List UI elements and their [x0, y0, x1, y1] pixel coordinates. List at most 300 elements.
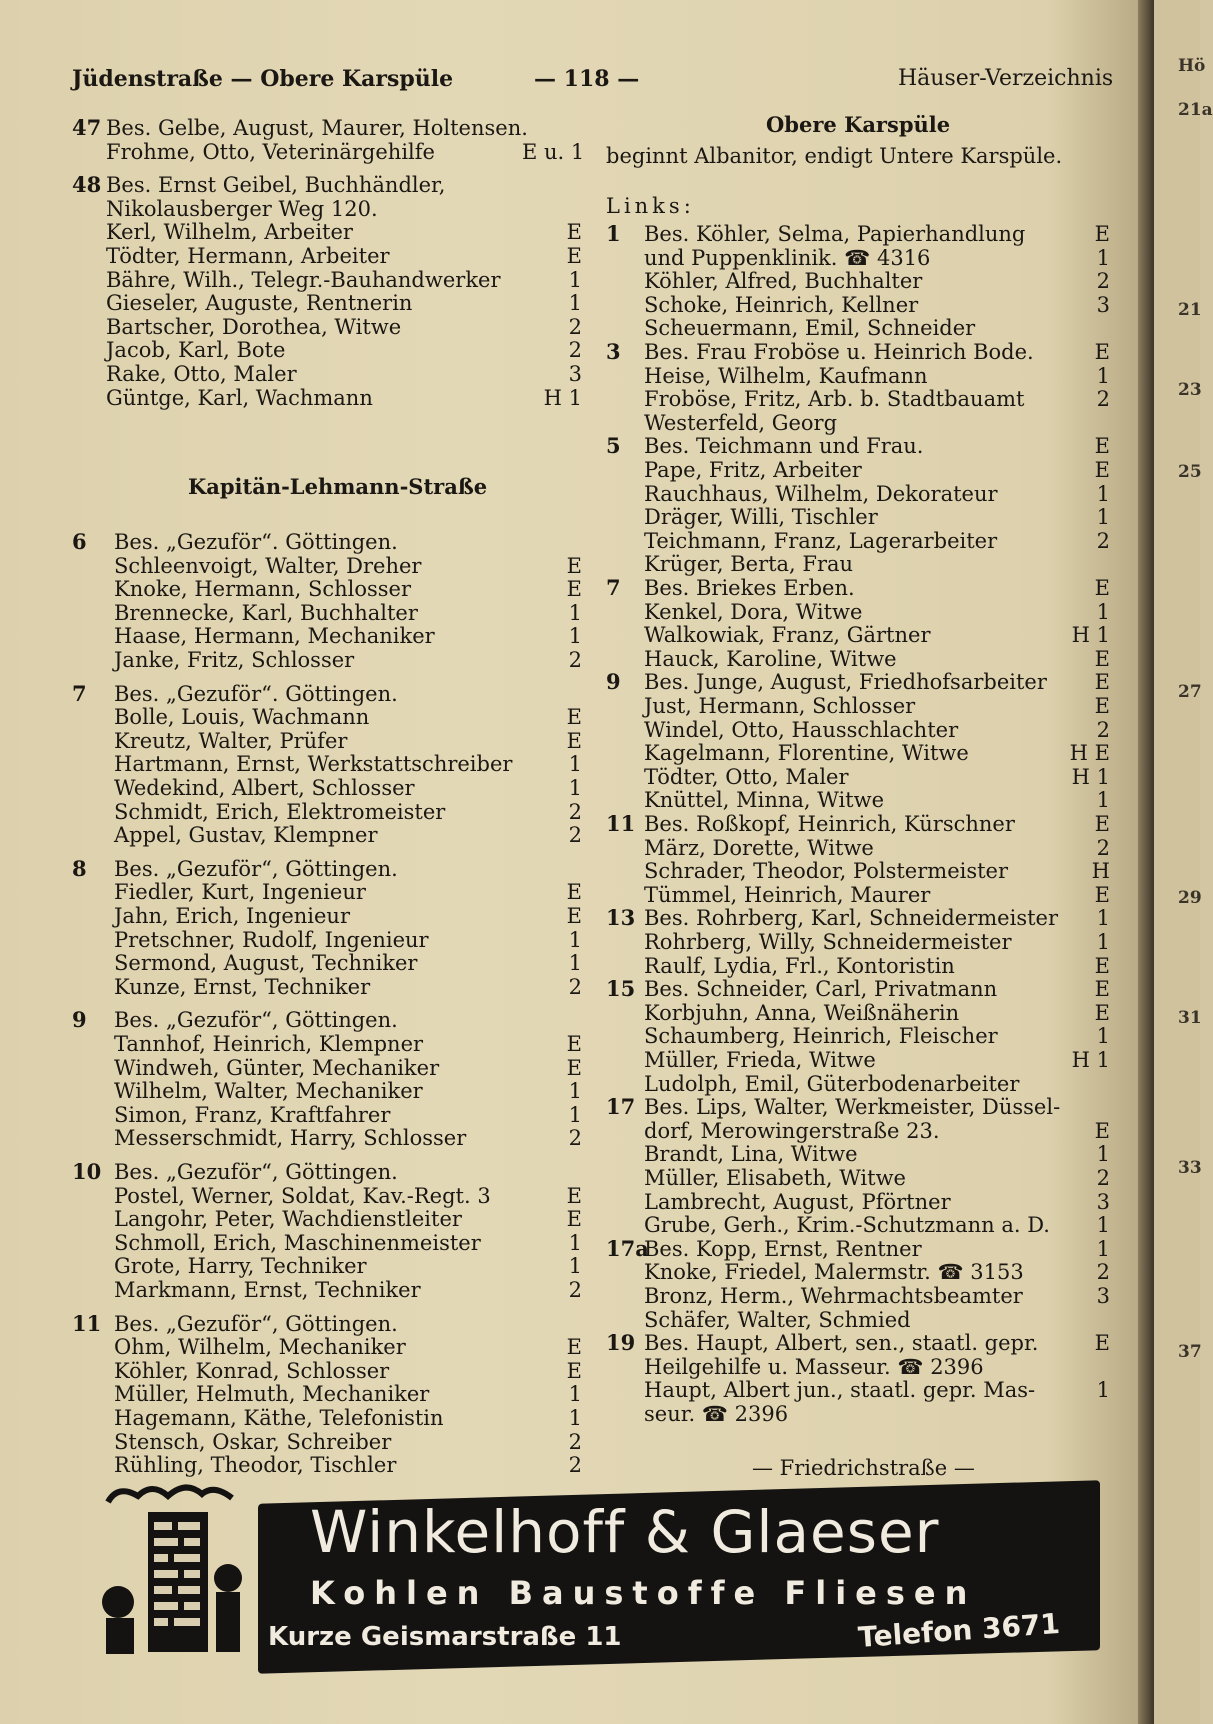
- table-row: [606, 718, 1126, 742]
- floor-mark: 1: [1096, 599, 1110, 624]
- table-row: [606, 1331, 1126, 1355]
- table-row: [72, 682, 592, 706]
- floor-mark: E: [1094, 812, 1110, 836]
- floor-mark: E: [566, 1032, 582, 1056]
- house-number: 11: [606, 811, 636, 836]
- table-row: [606, 1284, 1126, 1308]
- floor-mark: 2: [1096, 528, 1110, 553]
- table-row: [606, 1260, 1126, 1284]
- table-row: [606, 411, 1126, 435]
- resident-text: Langohr, Peter, Wachdienstleiter: [114, 1207, 462, 1232]
- resident-text: Rühling, Theodor, Tischler: [114, 1453, 397, 1478]
- table-row: [606, 741, 1126, 765]
- resident-text: Windweh, Günter, Mechaniker: [114, 1055, 440, 1080]
- resident-text: Schoke, Heinrich, Kellner: [644, 292, 919, 317]
- table-row: [606, 458, 1126, 482]
- resident-text: Westerfeld, Georg: [644, 410, 838, 435]
- table-row: [606, 316, 1126, 340]
- floor-mark: E: [566, 705, 582, 730]
- floor-mark: E u. 1: [522, 139, 585, 164]
- resident-text: Schäfer, Walter, Schmied: [644, 1307, 911, 1332]
- table-row: [72, 1056, 592, 1080]
- floor-mark: E: [566, 1183, 582, 1208]
- floor-mark: 3: [1096, 1284, 1110, 1308]
- floor-mark: 1: [568, 267, 582, 292]
- table-row: [606, 765, 1126, 789]
- table-row: [72, 1278, 592, 1302]
- resident-text: Janke, Fritz, Schlosser: [114, 648, 355, 672]
- resident-text: Köhler, Konrad, Schlosser: [114, 1358, 390, 1383]
- floor-mark: 1: [1096, 930, 1110, 954]
- resident-text: Knüttel, Minna, Witwe: [644, 788, 885, 813]
- resident-text: Brandt, Lina, Witwe: [644, 1142, 858, 1167]
- resident-text: Bes. Köhler, Selma, Papierhandlung: [644, 222, 1026, 246]
- floor-mark: 2: [568, 799, 582, 824]
- table-row: [606, 1001, 1126, 1025]
- resident-text: Kagelmann, Florentine, Witwe: [644, 741, 969, 766]
- floor-mark: 1: [1096, 906, 1110, 931]
- resident-text: Bes. „Gezuför“, Göttingen.: [114, 856, 398, 881]
- resident-text: Haase, Hermann, Mechaniker: [114, 624, 435, 649]
- table-row: [72, 386, 592, 410]
- resident-text: Schmidt, Erich, Elektromeister: [114, 799, 446, 824]
- margin-number: 25: [1178, 462, 1202, 482]
- floor-mark: 1: [568, 927, 582, 952]
- resident-text: Bes. Kopp, Ernst, Rentner: [644, 1236, 922, 1261]
- floor-mark: E: [566, 577, 582, 602]
- resident-text: Lambrecht, August, Pförtner: [644, 1189, 951, 1214]
- resident-text: Bes. Frau Froböse u. Heinrich Bode.: [644, 340, 1034, 364]
- resident-text: Brennecke, Karl, Buchhalter: [114, 600, 418, 625]
- floor-mark: 1: [568, 776, 582, 800]
- table-row: [72, 362, 592, 386]
- floor-mark: E: [1094, 434, 1110, 459]
- floor-mark: 1: [568, 1102, 582, 1127]
- floor-mark: E: [566, 1055, 582, 1080]
- floor-mark: 3: [1096, 1189, 1110, 1214]
- resident-text: Tannhof, Heinrich, Klempner: [114, 1032, 424, 1056]
- resident-text: Wedekind, Albert, Schlosser: [114, 776, 415, 800]
- table-row: [72, 752, 592, 776]
- table-row: [606, 340, 1126, 364]
- house-number: 9: [72, 1007, 87, 1033]
- resident-text: Bes. Roßkopf, Heinrich, Kürschner: [644, 812, 1015, 836]
- resident-text: Simon, Franz, Kraftfahrer: [114, 1102, 391, 1127]
- resident-text: Raulf, Lydia, Frl., Kontoristin: [644, 953, 955, 978]
- resident-text: dorf, Merowingerstraße 23.: [644, 1118, 940, 1143]
- resident-text: Walkowiak, Franz, Gärtner: [644, 623, 931, 648]
- house-number: 15: [606, 976, 636, 1002]
- floor-mark: 2: [1096, 835, 1110, 860]
- table-row: [72, 1231, 592, 1255]
- floor-mark: E: [1094, 340, 1110, 364]
- table-row: [72, 776, 592, 800]
- resident-text: Dräger, Willi, Tischler: [644, 505, 878, 530]
- floor-mark: H: [1091, 859, 1110, 884]
- floor-mark: 2: [568, 823, 582, 848]
- table-row: [72, 624, 592, 648]
- resident-text: Müller, Elisabeth, Witwe: [644, 1166, 906, 1190]
- next-page-edge: [1154, 0, 1213, 1724]
- resident-text: Bes. Briekes Erben.: [644, 576, 855, 600]
- table-row: [72, 1382, 592, 1406]
- floor-mark: E: [566, 553, 582, 578]
- resident-text: Frohme, Otto, Veterinärgehilfe: [106, 139, 435, 164]
- header-left: Jüdenstraße — Obere Karspüle: [72, 66, 454, 92]
- floor-mark: H 1: [1071, 764, 1110, 789]
- resident-text: Schaumberg, Heinrich, Fleischer: [644, 1024, 998, 1049]
- resident-text: Bes. „Gezuför“. Göttingen.: [114, 530, 398, 554]
- house-number: 3: [606, 339, 621, 364]
- table-row: [606, 529, 1126, 553]
- book-gutter: [1138, 0, 1154, 1724]
- resident-text: Bartscher, Dorothea, Witwe: [106, 314, 402, 339]
- floor-mark: E: [1094, 977, 1110, 1002]
- resident-text: Müller, Frieda, Witwe: [644, 1048, 876, 1072]
- resident-text: Bes. Junge, August, Friedhofsarbeiter: [644, 670, 1047, 695]
- floor-mark: 2: [568, 1453, 582, 1478]
- floor-mark: 1: [568, 1382, 582, 1407]
- resident-text: Heise, Wilhelm, Kaufmann: [644, 363, 928, 388]
- resident-text: Heilgehilfe u. Masseur. ☎ 2396: [644, 1354, 984, 1379]
- right-column: [606, 0, 1110, 1480]
- house-number: 7: [72, 680, 87, 706]
- table-row: [606, 1355, 1126, 1379]
- floor-mark: H 1: [543, 385, 582, 410]
- resident-text: Rohrberg, Willy, Schneidermeister: [644, 930, 1012, 954]
- table-row: [606, 977, 1126, 1001]
- ad-products: Kohlen Baustoffe Fliesen: [310, 1574, 977, 1612]
- table-row: [72, 1359, 592, 1383]
- floor-mark: 1: [1096, 1236, 1110, 1261]
- floor-mark: 1: [1096, 505, 1110, 530]
- table-row: [72, 1032, 592, 1056]
- resident-text: Schrader, Theodor, Polstermeister: [644, 859, 1009, 884]
- table-row: [72, 1079, 592, 1103]
- table-row: [606, 1024, 1126, 1048]
- floor-mark: 1: [568, 752, 582, 777]
- resident-text: Krüger, Berta, Frau: [644, 552, 854, 577]
- floor-mark: 3: [568, 362, 582, 386]
- resident-text: Bes. „Gezuför“, Göttingen.: [114, 1311, 398, 1336]
- floor-mark: 2: [568, 1429, 582, 1454]
- floor-mark: 1: [1096, 1213, 1110, 1238]
- table-row: [72, 705, 592, 729]
- resident-text: Schleenvoigt, Walter, Dreher: [114, 553, 422, 578]
- resident-text: Bes. Lips, Walter, Werkmeister, Düssel-: [644, 1095, 1061, 1120]
- table-row: [72, 1160, 592, 1184]
- floor-mark: 1: [1096, 1378, 1110, 1403]
- margin-number: 21: [1178, 300, 1202, 320]
- table-row: [72, 530, 592, 554]
- floor-mark: 2: [568, 338, 582, 363]
- table-row: [72, 220, 592, 244]
- ad-company: Winkelhoff & Glaeser: [310, 1498, 940, 1566]
- resident-text: Pretschner, Rudolf, Ingenieur: [114, 927, 429, 952]
- resident-text: Knoke, Friedel, Malermstr. ☎ 3153: [644, 1260, 1024, 1285]
- house-number: 48: [72, 172, 102, 198]
- resident-text: Markmann, Ernst, Techniker: [114, 1278, 421, 1302]
- house-number: 17a: [606, 1235, 649, 1261]
- resident-text: Bes. „Gezuför“. Göttingen.: [114, 681, 398, 706]
- resident-text: Froböse, Fritz, Arb. b. Stadtbauamt: [644, 387, 1025, 412]
- table-row: [606, 788, 1126, 812]
- floor-mark: E: [1094, 458, 1110, 482]
- table-row: [72, 1184, 592, 1208]
- resident-text: Haupt, Albert jun., staatl. gepr. Mas-: [644, 1378, 1036, 1403]
- floor-mark: H 1: [1071, 623, 1110, 648]
- floor-mark: 1: [1096, 1142, 1110, 1167]
- floor-mark: E: [1094, 1118, 1110, 1143]
- table-row: [72, 338, 592, 362]
- table-row: [72, 975, 592, 999]
- table-row: [606, 293, 1126, 317]
- resident-text: Korbjuhn, Anna, Weißnäherin: [644, 1000, 960, 1025]
- resident-text: Tümmel, Heinrich, Maurer: [644, 882, 931, 907]
- resident-text: Hauck, Karoline, Witwe: [644, 646, 897, 671]
- resident-text: März, Dorette, Witwe: [644, 835, 874, 860]
- resident-text: Tödter, Otto, Maler: [644, 764, 849, 789]
- margin-number: Hö: [1178, 56, 1206, 76]
- resident-text: Hartmann, Ernst, Werkstattschreiber: [114, 752, 513, 777]
- house-number: 47: [72, 115, 102, 140]
- resident-text: Schmoll, Erich, Maschinenmeister: [114, 1230, 481, 1255]
- floor-mark: H E: [1069, 741, 1110, 766]
- table-row: [72, 1008, 592, 1032]
- floor-mark: 1: [1096, 363, 1110, 388]
- table-row: [606, 387, 1126, 411]
- house-number: 5: [606, 433, 621, 459]
- resident-text: und Puppenklinik. ☎ 4316: [644, 245, 931, 270]
- resident-text: Messerschmidt, Harry, Schlosser: [114, 1126, 467, 1151]
- resident-text: Bes. Teichmann und Frau.: [644, 434, 924, 459]
- table-row: [606, 836, 1126, 860]
- margin-number: 27: [1178, 682, 1202, 702]
- floor-mark: E: [1094, 953, 1110, 978]
- floor-mark: 1: [568, 1230, 582, 1255]
- floor-mark: 1: [1096, 1024, 1110, 1049]
- resident-text: Bes. Ernst Geibel, Buchhändler,: [106, 173, 446, 198]
- table-row: [72, 315, 592, 339]
- floor-mark: E: [566, 1358, 582, 1383]
- resident-text: Ludolph, Emil, Güterbodenarbeiter: [644, 1071, 1020, 1096]
- table-row: [72, 1126, 592, 1150]
- floor-mark: E: [1094, 222, 1110, 246]
- table-row: [606, 600, 1126, 624]
- margin-number: 23: [1178, 380, 1202, 400]
- table-row: [72, 857, 592, 881]
- table-row: [606, 505, 1126, 529]
- resident-text: Jacob, Karl, Bote: [106, 338, 286, 363]
- resident-text: Sermond, August, Techniker: [114, 951, 418, 976]
- floor-mark: 2: [1096, 1166, 1110, 1190]
- street-title: Obere Karspüle: [766, 112, 951, 137]
- table-row: [72, 140, 592, 164]
- floor-mark: 1: [1096, 481, 1110, 506]
- margin-number: 29: [1178, 888, 1202, 908]
- table-row: [606, 647, 1126, 671]
- resident-text: Jahn, Erich, Ingenieur: [114, 904, 350, 928]
- table-row: [72, 116, 592, 140]
- table-row: [72, 729, 592, 753]
- table-row: [606, 694, 1126, 718]
- cross-street: — Friedrichstraße —: [752, 1456, 975, 1480]
- floor-mark: E: [566, 1335, 582, 1360]
- floor-mark: 1: [568, 600, 582, 625]
- ad-phone: Telefon 3671: [857, 1606, 1061, 1655]
- resident-text: Wilhelm, Walter, Mechaniker: [114, 1079, 423, 1104]
- house-number: 7: [606, 575, 621, 600]
- table-row: [72, 1335, 592, 1359]
- floor-mark: 2: [568, 1278, 582, 1302]
- table-row: [606, 1237, 1126, 1261]
- table-row: [72, 173, 592, 197]
- table-row: [606, 1142, 1126, 1166]
- street-title: Kapitän-Lehmann-Straße: [188, 474, 488, 499]
- resident-text: Kreutz, Walter, Prüfer: [114, 728, 348, 753]
- resident-text: seur. ☎ 2396: [644, 1402, 789, 1426]
- table-row: [72, 1312, 592, 1336]
- floor-mark: 2: [1096, 1260, 1110, 1285]
- resident-text: Bähre, Wilh., Telegr.-Bauhandwerker: [106, 267, 501, 292]
- resident-text: Grote, Harry, Techniker: [114, 1254, 367, 1279]
- table-row: [606, 906, 1126, 930]
- resident-text: Kenkel, Dora, Witwe: [644, 599, 863, 624]
- margin-number: 37: [1178, 1342, 1202, 1362]
- table-row: [606, 1402, 1126, 1426]
- resident-text: Bes. Rohrberg, Karl, Schneidermeister: [644, 906, 1059, 931]
- resident-text: Postel, Werner, Soldat, Kav.-Regt. 3: [114, 1183, 491, 1208]
- table-row: [72, 928, 592, 952]
- floor-mark: 1: [568, 624, 582, 649]
- resident-text: Bes. Haupt, Albert, sen., staatl. gepr.: [644, 1331, 1039, 1356]
- table-row: [606, 812, 1126, 836]
- floor-mark: 1: [1096, 245, 1110, 270]
- table-row: [72, 197, 592, 221]
- house-number: 10: [72, 1159, 102, 1184]
- side-label: Links:: [606, 194, 695, 218]
- table-row: [606, 576, 1126, 600]
- floor-mark: 1: [568, 1254, 582, 1279]
- table-row: [72, 1103, 592, 1127]
- table-row: [72, 1406, 592, 1430]
- house-number: 1: [606, 221, 621, 246]
- margin-number: 33: [1178, 1158, 1202, 1178]
- resident-text: Just, Hermann, Schlosser: [644, 694, 916, 718]
- margin-number: 31: [1178, 1008, 1202, 1028]
- table-row: [72, 291, 592, 315]
- floor-mark: E: [1094, 882, 1110, 907]
- table-row: [72, 244, 592, 268]
- resident-text: Nikolausberger Weg 120.: [106, 196, 378, 221]
- table-row: [72, 554, 592, 578]
- resident-text: Rauchhaus, Wilhelm, Dekorateur: [644, 481, 998, 506]
- floor-mark: E: [1094, 646, 1110, 671]
- table-row: [72, 800, 592, 824]
- table-row: [606, 623, 1126, 647]
- ad-address: Kurze Geismarstraße 11: [268, 1622, 622, 1652]
- resident-text: Bes. Gelbe, August, Maurer, Holtensen.: [106, 116, 528, 140]
- resident-text: Bes. „Gezuför“, Göttingen.: [114, 1160, 398, 1184]
- table-row: [72, 268, 592, 292]
- resident-text: Ohm, Wilhelm, Mechaniker: [114, 1335, 406, 1360]
- table-row: [606, 1095, 1126, 1119]
- resident-text: Bes. „Gezuför“, Göttingen.: [114, 1008, 398, 1033]
- resident-text: Appel, Gustav, Klempner: [114, 823, 378, 848]
- page-number: — 118 —: [534, 66, 640, 92]
- resident-text: Bronz, Herm., Wehrmachtsbeamter: [644, 1284, 1023, 1308]
- table-row: [72, 1207, 592, 1231]
- table-row: [72, 1453, 592, 1477]
- floor-mark: E: [566, 1207, 582, 1232]
- table-row: [606, 1308, 1126, 1332]
- table-row: [72, 880, 592, 904]
- resident-text: Bes. Schneider, Carl, Privatmann: [644, 977, 998, 1002]
- left-column: [72, 0, 585, 1480]
- floor-mark: E: [1094, 694, 1110, 718]
- table-row: [606, 954, 1126, 978]
- resident-text: Müller, Helmuth, Mechaniker: [114, 1382, 430, 1407]
- table-row: [606, 670, 1126, 694]
- floor-mark: 2: [568, 974, 582, 999]
- table-row: [606, 222, 1126, 246]
- resident-text: Stensch, Oskar, Schreiber: [114, 1429, 392, 1454]
- floor-mark: E: [566, 244, 582, 268]
- table-row: [606, 552, 1126, 576]
- resident-text: Teichmann, Franz, Lagerarbeiter: [644, 528, 998, 553]
- table-row: [606, 930, 1126, 954]
- table-row: [606, 1190, 1126, 1214]
- floor-mark: 2: [1096, 717, 1110, 742]
- house-number: 11: [72, 1310, 102, 1336]
- house-number: 9: [606, 669, 621, 695]
- table-row: [606, 1166, 1126, 1190]
- margin-number: 21a: [1178, 100, 1213, 120]
- resident-text: Kerl, Wilhelm, Arbeiter: [106, 220, 353, 245]
- floor-mark: 1: [568, 1406, 582, 1430]
- resident-text: Knoke, Hermann, Schlosser: [114, 577, 412, 602]
- floor-mark: H 1: [1071, 1048, 1110, 1072]
- table-row: [606, 434, 1126, 458]
- floor-mark: 1: [568, 951, 582, 976]
- floor-mark: 2: [1096, 387, 1110, 412]
- table-row: [606, 364, 1126, 388]
- resident-text: Windel, Otto, Hausschlachter: [644, 717, 959, 742]
- table-row: [72, 951, 592, 975]
- table-row: [72, 823, 592, 847]
- resident-text: Bolle, Louis, Wachmann: [114, 705, 370, 730]
- resident-text: Tödter, Hermann, Arbeiter: [106, 244, 390, 268]
- resident-text: Kunze, Ernst, Techniker: [114, 974, 371, 999]
- floor-mark: 2: [1096, 269, 1110, 294]
- resident-text: Rake, Otto, Maler: [106, 362, 297, 386]
- house-number: 19: [606, 1330, 636, 1356]
- header-right: Häuser-Verzeichnis: [898, 66, 1114, 91]
- table-row: [72, 904, 592, 928]
- floor-mark: E: [1094, 1331, 1110, 1356]
- table-row: [606, 1072, 1126, 1096]
- table-row: [606, 246, 1126, 270]
- table-row: [606, 482, 1126, 506]
- table-row: [606, 1378, 1126, 1402]
- floor-mark: 1: [568, 291, 582, 316]
- floor-mark: 1: [1096, 788, 1110, 813]
- table-row: [606, 1119, 1126, 1143]
- coal-stove-logo: [88, 1482, 258, 1658]
- floor-mark: E: [566, 880, 582, 905]
- resident-text: Köhler, Alfred, Buchhalter: [644, 269, 923, 294]
- table-row: [606, 269, 1126, 293]
